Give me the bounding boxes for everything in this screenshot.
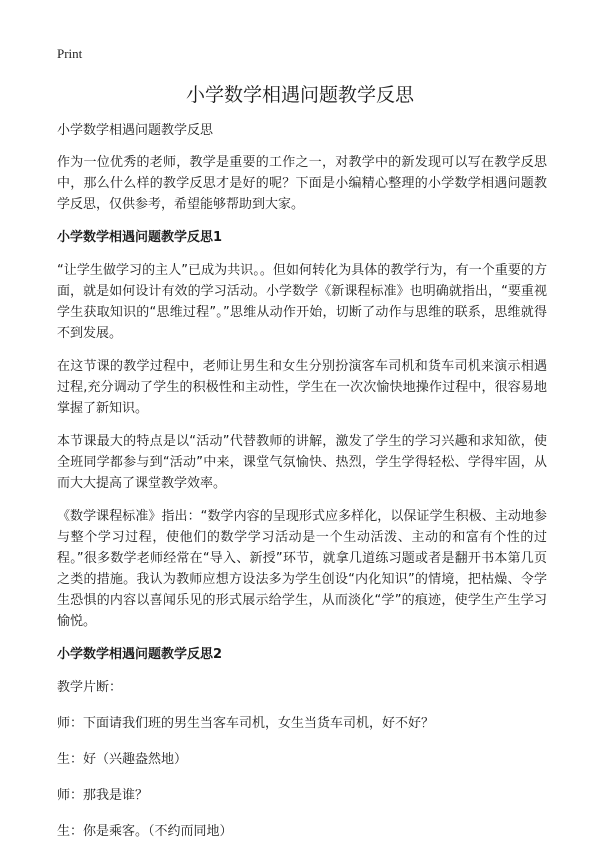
section-heading-1: 小学数学相遇问题教学反思1 — [57, 230, 223, 245]
document-body — [57, 120, 547, 857]
dialog-line: 生：你是乘客。（不约而同地） — [57, 824, 233, 839]
dialog-line: 生：好（兴趣盎然地） — [57, 752, 188, 767]
section-heading-2: 小学数学相遇问题教学反思2 — [57, 647, 223, 662]
section1-paragraph: 《数学课程标准》指出：“数学内容的呈现形式应多样化，以保证学生积极、主动地参与整个学习过程，使他们的数学学习活动是一个生动活泼、主动的和富有个性的过程。”很多数学老师经常在“导入、新授”环节，就拿几道练习题或者是翻开书本第几页之类的措施。我认为教师应想方设法多为学生创设“内化知识”的情境，把枯燥、令学生恐惧的内容以喜闻乐见的形式展示给学生，从而淡化“学”的痕迹，使学生产生学习愉悦。 — [57, 509, 547, 629]
print-link[interactable]: Print — [57, 46, 83, 61]
section1-paragraph: 在这节课的教学过程中，老师让男生和女生分别扮演客车司机和货车司机来演示相遇过程,充分调动了学生的积极性和主动性，学生在一次次愉快地操作过程中，很容易地掌握了新知识。 — [57, 359, 547, 416]
intro-paragraph: 作为一位优秀的老师，教学是重要的工作之一，对教学中的新发现可以写在教学反思中，那么什么样的教学反思才是好的呢？下面是小编精心整理的小学数学相遇问题教学反思，仅供参考，希望能够帮助到大家。 — [57, 155, 547, 212]
page-title: 小学数学相遇问题教学反思 — [185, 84, 414, 106]
dialog-line: 师：下面请我们班的男生当客车司机，女生当货车司机，好不好？ — [57, 716, 435, 731]
section1-paragraph: “让学生做学习的主人”已成为共识。。但如何转化为具体的教学行为，有一个重要的方面，就是如何设计有效的学习活动。小学数学《新课程标准》也明确就指出，“要重视学生获取知识的“思维过程”。”思维从动作开始，切断了动作与思维的联系，思维就得不到发展。 — [57, 263, 547, 341]
dialog-line: 教学片断： — [57, 680, 123, 695]
document-subtitle: 小学数学相遇问题教学反思 — [57, 123, 214, 138]
dialog-line: 师：那我是谁？ — [57, 788, 149, 803]
section1-paragraph: 本节课最大的特点是以“活动”代替教师的讲解，激发了学生的学习兴趣和求知欲，使全班同学都参与到“活动”中来，课堂气氛愉快、热烈，学生学得轻松、学得牢固，从而大大提高了课堂教学效率。 — [57, 434, 547, 491]
